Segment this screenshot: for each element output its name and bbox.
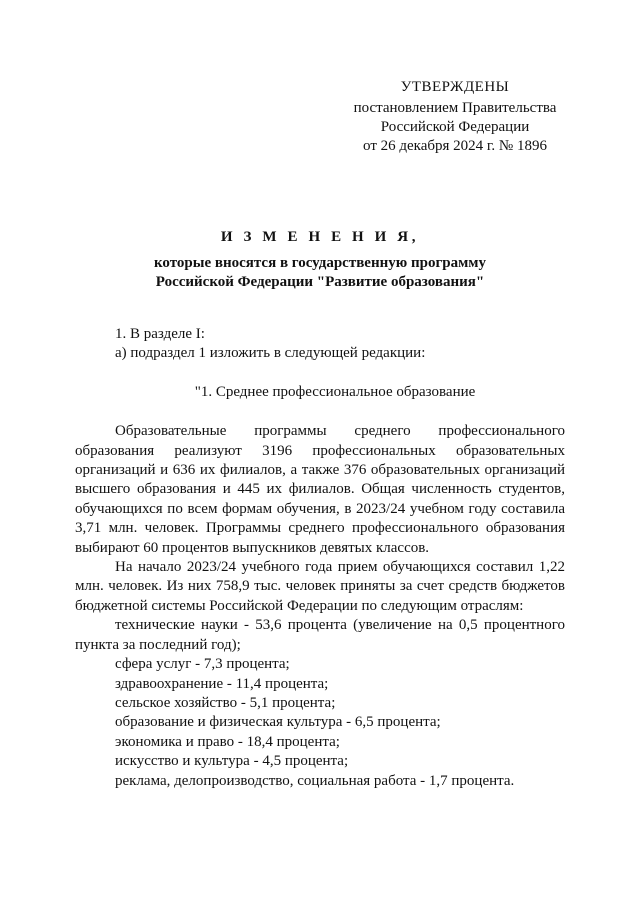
list-item: искусство и культура - 4,5 процента; <box>115 753 349 770</box>
item-a: а) подраздел 1 изложить в следующей редакции: <box>115 345 426 362</box>
sector-list <box>75 616 565 791</box>
list-item: технические науки - 53,6 процента (увеличение на 0,5 процентного пункта за последний год); <box>75 617 565 653</box>
approval-title: УТВЕРЖДЕНЫ <box>400 79 510 95</box>
document-heading <box>70 228 570 292</box>
list-item: здравоохранение - 11,4 процента; <box>115 675 329 692</box>
document-title: И З М Е Н Е Н И Я, <box>220 229 420 245</box>
list-item: реклама, делопроизводство, социальная работа - 1,7 процента. <box>115 772 515 789</box>
section-title: "1. Среднее профессиональное образование <box>194 383 476 400</box>
paragraph-1: Образовательные программы среднего профессионального образования реализуют 3196 профессиональных образовательных организаций и 636 их филиалов, а также 376 образовательных организаций высшего образования и 445 их филиалов. Общая численность студентов, обучающихся по всем формам обучения, в 2023/24 учебном году составила 3,71 млн. человек. Программы среднего профессионального образования выбирают 60 процентов выпускников девятых классов. <box>75 423 565 556</box>
list-item: сельское хозяйство - 5,1 процента; <box>115 694 336 711</box>
approval-line: постановлением Правительства <box>353 100 557 116</box>
list-item: образование и физическая культура - 6,5 процента; <box>115 714 441 731</box>
list-item: сфера услуг - 7,3 процента; <box>115 656 290 673</box>
item-1: 1. В разделе I: <box>115 326 205 342</box>
document-body <box>75 325 565 791</box>
approval-date-line: от 26 декабря 2024 г. № 1896 <box>363 138 547 154</box>
document-subtitle: которые вносятся в государственную программу <box>153 255 487 271</box>
document-subtitle: Российской Федерации "Развитие образования" <box>155 274 485 290</box>
approval-block <box>330 78 580 156</box>
paragraph-2: На начало 2023/24 учебного года прием обучающихся составил 1,22 млн. человек. Из них 758,9 тыс. человек приняты за счет средств бюджетов бюджетной системы Российской Федерации по следующим отраслям: <box>75 559 565 614</box>
approval-line: Российской Федерации <box>380 119 530 135</box>
list-item: экономика и право - 18,4 процента; <box>115 733 340 750</box>
